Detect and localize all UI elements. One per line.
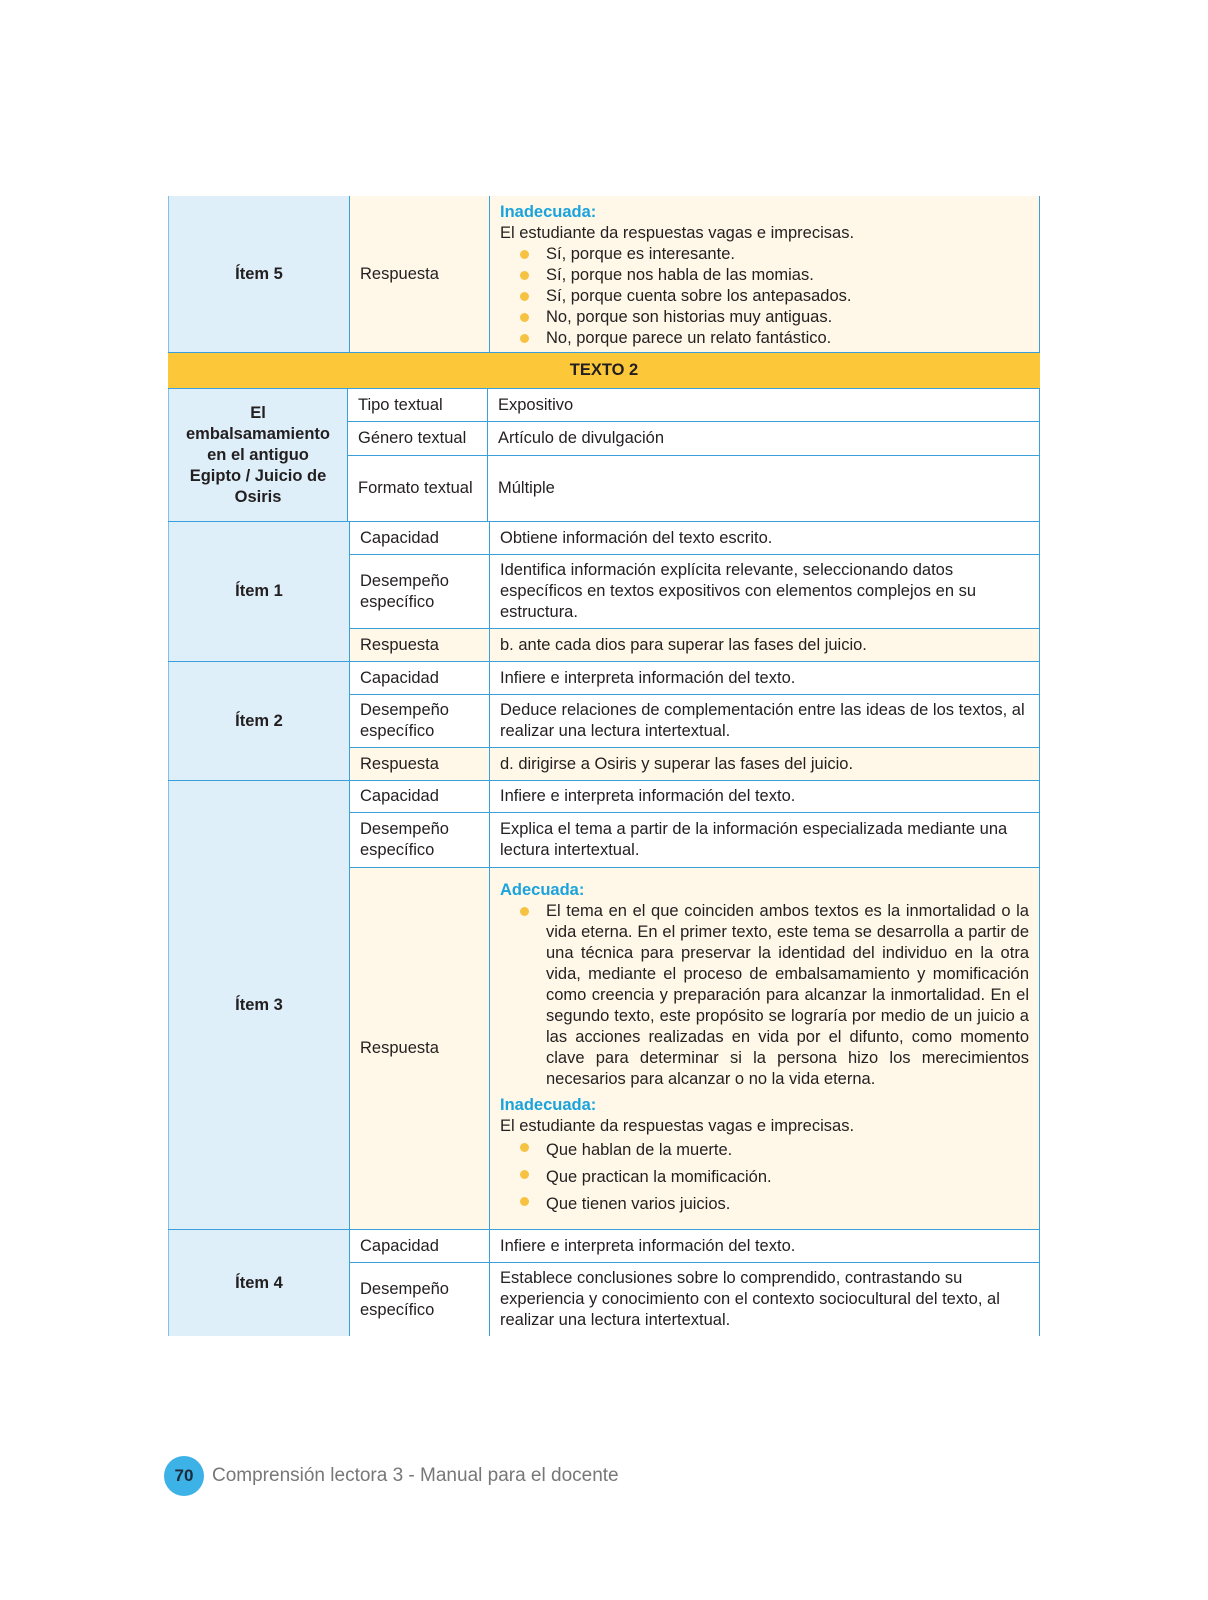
table-row <box>350 748 1040 780</box>
list-item: Que practican la momificación. <box>500 1164 1029 1191</box>
tipo-textual-label: Tipo textual <box>348 389 488 421</box>
list-item: El tema en el que coinciden ambos textos es la inmortalidad o la vida eterna. En el primer texto, este tema se desarrolla a partir de una técnica para preservar la identidad del individuo en la otra vida, mediante el proceso de embalsamamiento y momificación como creencia y preparación para alcanzar la inmortalidad. En el segundo texto, este propósito se lograría por medio de un juicio a las acciones realizadas en vida por el difunto, como momento clave para determinar si la persona hizo los merecimientos necesarios para alcanzar o no la vida eterna. <box>500 901 1029 1090</box>
genero-textual-value: Artículo de divulgación <box>488 422 1040 455</box>
list-item: Sí, porque nos habla de las momias. <box>500 265 1029 286</box>
evaluation-table <box>168 196 1040 1336</box>
table-row <box>350 1263 1040 1336</box>
formato-textual-label: Formato textual <box>348 456 488 521</box>
desempeno-label: Desempeño específico <box>350 695 490 747</box>
table-row <box>350 813 1040 868</box>
formato-textual-value: Múltiple <box>488 456 1040 521</box>
inadecuada-label: Inadecuada: <box>500 1095 597 1114</box>
list-item: Que tienen varios juicios. <box>500 1191 1029 1218</box>
table-row <box>348 422 1040 456</box>
inadecuada-text: El estudiante da respuestas vagas e imprecisas. <box>500 1116 855 1135</box>
item4-row <box>168 1230 1040 1336</box>
page-number: 70 <box>164 1456 204 1496</box>
desempeno-value: Establece conclusiones sobre lo comprendido, contrastando su experiencia y conocimiento con el contexto sociocultural del texto, al realizar una lectura intertextual. <box>490 1263 1040 1336</box>
desempeno-label: Desempeño específico <box>350 1263 490 1336</box>
item1-label: Ítem 1 <box>168 522 350 661</box>
item2-label: Ítem 2 <box>168 662 350 780</box>
list-item: Que hablan de la muerte. <box>500 1137 1029 1164</box>
capacidad-label: Capacidad <box>350 662 490 694</box>
desempeno-label: Desempeño específico <box>350 555 490 628</box>
desempeno-value: Deduce relaciones de complementación entre las ideas de los textos, al realizar una lectura intertextual. <box>490 695 1040 747</box>
list-item: No, porque son historias muy antiguas. <box>500 307 1029 328</box>
texto-title: El embalsamamiento en el antiguo Egipto / Juicio de Osiris <box>168 389 348 521</box>
table-row <box>350 868 1040 1229</box>
table-row <box>350 1230 1040 1263</box>
item3-bullets <box>500 1137 1029 1218</box>
item4-label: Ítem 4 <box>168 1230 350 1336</box>
adecuada-label: Adecuada: <box>500 880 585 899</box>
inadecuada-text: El estudiante da respuestas vagas e imprecisas. <box>500 224 855 242</box>
item5-label: Ítem 5 <box>168 196 350 352</box>
respuesta-value: b. ante cada dios para superar las fases del juicio. <box>490 629 1040 661</box>
table-row <box>348 456 1040 521</box>
table-row <box>350 555 1040 629</box>
item3-label: Ítem 3 <box>168 781 350 1229</box>
respuesta-value: d. dirigirse a Osiris y superar las fases del juicio. <box>490 748 1040 780</box>
item2-row <box>168 662 1040 781</box>
item1-row <box>168 522 1040 662</box>
item3-row <box>168 781 1040 1230</box>
capacidad-value: Infiere e interpreta información del texto. <box>490 781 1040 812</box>
table-row <box>350 662 1040 695</box>
item5-respuesta <box>490 196 1040 352</box>
texto-info-row <box>168 389 1040 522</box>
desempeno-value: Explica el tema a partir de la información especializada mediante una lectura intertextual. <box>490 813 1040 867</box>
item5-bullets <box>500 244 1029 349</box>
capacidad-value: Infiere e interpreta información del texto. <box>490 1230 1040 1262</box>
list-item: No, porque parece un relato fantástico. <box>500 328 1029 349</box>
table-row <box>350 695 1040 748</box>
respuesta-label: Respuesta <box>350 629 490 661</box>
desempeno-label: Desempeño específico <box>350 813 490 867</box>
respuesta-label: Respuesta <box>350 868 490 1229</box>
capacidad-label: Capacidad <box>350 781 490 812</box>
tipo-textual-value: Expositivo <box>488 389 1040 421</box>
texto2-banner: TEXTO 2 <box>168 353 1040 389</box>
capacidad-value: Obtiene información del texto escrito. <box>490 522 1040 554</box>
table-row <box>348 389 1040 422</box>
list-item: Sí, porque es interesante. <box>500 244 1029 265</box>
capacidad-label: Capacidad <box>350 1230 490 1262</box>
respuesta-label: Respuesta <box>350 196 490 352</box>
list-item: Sí, porque cuenta sobre los antepasados. <box>500 286 1029 307</box>
adecuada-list <box>500 901 1029 1090</box>
respuesta-label: Respuesta <box>350 748 490 780</box>
table-row <box>350 522 1040 555</box>
capacidad-value: Infiere e interpreta información del texto. <box>490 662 1040 694</box>
capacidad-label: Capacidad <box>350 522 490 554</box>
item5-row <box>168 196 1040 353</box>
table-row <box>350 629 1040 661</box>
item3-respuesta <box>490 868 1040 1229</box>
table-row <box>350 781 1040 813</box>
page-footer <box>164 1456 619 1496</box>
genero-textual-label: Género textual <box>348 422 488 455</box>
inadecuada-label: Inadecuada: <box>500 203 597 221</box>
footer-text: Comprensión lectora 3 - Manual para el docente <box>212 1465 619 1486</box>
desempeno-value: Identifica información explícita relevante, seleccionando datos específicos en textos expositivos con elementos complejos en su estructura. <box>490 555 1040 628</box>
